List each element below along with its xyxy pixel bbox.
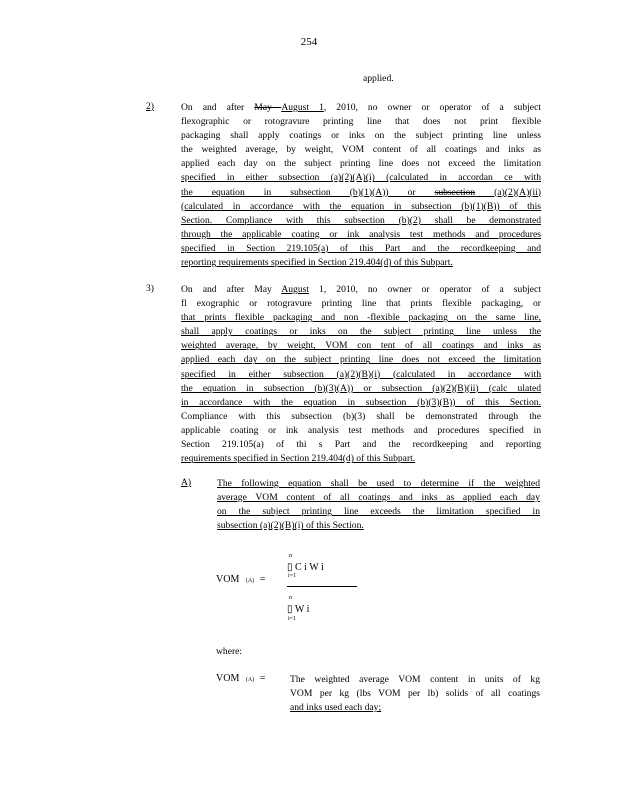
text-run: Compliance with this subsection (b)(3) shall be demonstrated through the [181, 410, 541, 422]
applied-text: applied. [363, 73, 394, 84]
definition-text [290, 673, 540, 715]
text-line [181, 200, 541, 214]
text-run: that prints flexible packaging and non -flexible packaging on the same line, [181, 312, 541, 324]
text-line [217, 477, 540, 491]
text-run: subsection [434, 186, 476, 198]
definition-equals: = [259, 673, 266, 684]
text-run: the weighted average, by weight, VOM content of all coatings and inks as [181, 144, 541, 156]
subpara-a-body [217, 477, 540, 533]
denominator-sum: ▯ W i [287, 604, 310, 615]
text-run: subsection (a)(2)(B)(i) of this Section. [217, 520, 364, 532]
text-run: (a)(2)(A)(ii) [475, 186, 541, 198]
text-line [181, 438, 541, 452]
text-run: specified in either subsection (a)(2)(B)(i) (calculated in accordance with [181, 368, 541, 380]
subpara-a-label: A) [181, 477, 192, 488]
fraction-bar [287, 586, 357, 587]
text-run: August 1 [281, 102, 324, 113]
denominator-sum-upper: n [289, 595, 292, 601]
text-run: flexographic or rotogravure printing line that does not print flexible [181, 116, 541, 128]
numerator-sum: ▯ C i W i [287, 562, 324, 573]
text-line [181, 256, 541, 270]
text-line [181, 452, 541, 466]
text-line [181, 228, 541, 242]
text-line [181, 157, 541, 171]
text-line [217, 519, 540, 533]
equation-equals: = [259, 574, 266, 585]
numerator-sum-upper: n [289, 553, 292, 559]
text-run: reporting requirements specified in Section 219.404(d) of this Subpart. [181, 257, 453, 269]
text-line [290, 687, 540, 701]
text-line [181, 101, 541, 115]
text-run: applicable coating or ink analysis test methods and procedures specified in [181, 424, 541, 436]
text-run: in accordance with the equation in subsection (b)(3)(B)) of this Section. [181, 396, 541, 408]
where-label: where: [216, 646, 243, 657]
text-line [217, 491, 540, 505]
text-line [181, 424, 541, 438]
denominator-sum-lower: i=1 [288, 616, 297, 622]
text-run: applied each day on the subject printing line does not exceed the limitation [181, 158, 541, 170]
text-line [181, 368, 541, 382]
text-run: The following equation shall be used to determine if the weighted [217, 478, 540, 489]
text-line [290, 701, 540, 715]
definition-term-sub: (A) [245, 677, 255, 683]
text-line [181, 171, 541, 185]
text-run: , 2010, no owner or operator of a subject [323, 102, 541, 113]
text-run: On and after [181, 102, 255, 113]
text-run: specified in either subsection (a)(2)(A)(i) (calculated in accordan ce with [181, 172, 541, 184]
text-run: specified in Section 219.105(a) of this Part and the recordkeeping and [181, 242, 541, 254]
definition-term [216, 673, 265, 684]
definition-term-var: VOM [216, 673, 240, 684]
text-run: On and after May [181, 284, 282, 295]
text-line [181, 214, 541, 228]
text-line [290, 673, 540, 687]
text-line [181, 186, 541, 200]
page-number: 254 [300, 36, 318, 48]
para-3-body [181, 283, 541, 466]
equation-lhs [216, 574, 265, 585]
text-run: packaging shall apply coatings or inks on the subject printing line unless [181, 130, 541, 142]
text-run: 1, 2010, no owner or operator of a subject [309, 284, 541, 295]
para-3-number: 3) [146, 283, 154, 294]
text-run: The weighted average VOM content in units of kg [290, 674, 540, 685]
text-line [181, 325, 541, 339]
text-run: August [281, 284, 310, 295]
text-run: the equation in subsection (b)(1)(A)) or [181, 186, 435, 198]
text-run: Section 219.105(a) of thi s Part and the recordkeeping and reporting [181, 439, 541, 451]
text-run: VOM per kg (lbs VOM per lb) solids of all coatings [290, 688, 540, 699]
text-line [181, 242, 541, 256]
text-run: Section. Compliance with this subsection (b)(2) shall be demonstrated [181, 214, 541, 226]
text-run: the equation in subsection (b)(3)(A)) or subsection (a)(2)(B)(ii) (calc ulated [181, 382, 541, 394]
text-line [181, 353, 541, 367]
text-run: average VOM content of all coatings and inks as applied each day [217, 492, 540, 504]
equation-lhs-sub: (A) [245, 578, 255, 584]
text-line [181, 410, 541, 424]
text-line [217, 505, 540, 519]
text-run: and inks used each day; [290, 702, 382, 713]
text-run: on the subject printing line exceeds the limitation specified in [217, 506, 540, 518]
para-2-body [181, 101, 541, 270]
equation-lhs-var: VOM [216, 574, 240, 585]
text-line [181, 115, 541, 129]
text-line [181, 297, 541, 311]
text-run: through the applicable coating or ink analysis test methods and procedures [181, 228, 541, 240]
text-line [181, 396, 541, 410]
text-line [181, 311, 541, 325]
text-line [181, 143, 541, 157]
text-run: requirements specified in Section 219.404(d) of this Subpart. [181, 453, 416, 465]
para-2-number: 2) [146, 101, 154, 112]
text-line [181, 283, 541, 297]
numerator-sum-lower: i=1 [288, 573, 297, 579]
text-line [181, 382, 541, 396]
text-line [181, 129, 541, 143]
text-line [181, 339, 541, 353]
text-run: (calculated in accordance with the equation in subsection (b)(1)(B)) of this [181, 200, 541, 212]
text-run: May [254, 102, 282, 113]
text-run: fl exographic or rotogravure printing line that prints flexible packaging, or [181, 298, 541, 310]
text-run: shall apply coatings or inks on the subject printing line unless the [181, 326, 541, 338]
text-run: applied each day on the subject printing line does not exceed the limitation [181, 354, 541, 366]
text-run: weighted average, by weight, VOM con tent of all coatings and inks as [181, 340, 541, 352]
